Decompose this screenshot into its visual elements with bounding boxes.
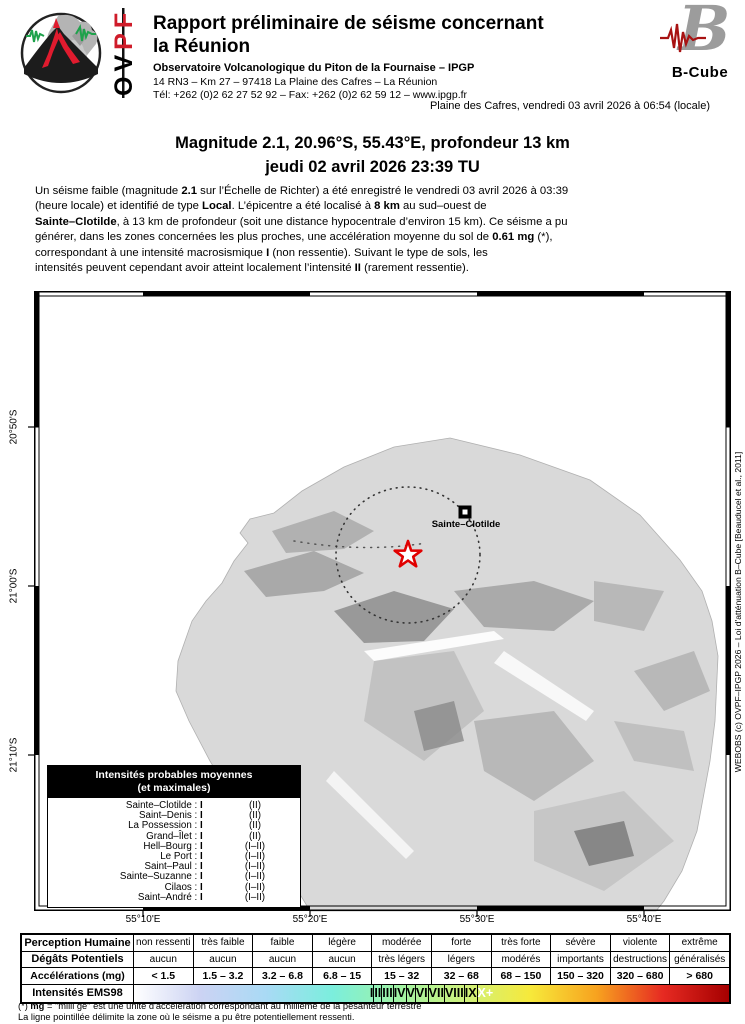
- description-line: intensités peuvent cependant avoir atteint localement l’intensité II (rarement ressentie).: [35, 262, 469, 275]
- table-row-intensity: [22, 984, 729, 1002]
- map-attribution: WEBOBS (c) OVPF–IPGP 2026 – Loi d'atténuation B–Cube [Beauducel et al., 2011]: [733, 451, 743, 773]
- footnotes: [18, 1001, 718, 1022]
- city-marker-label: Sainte–Clotilde: [431, 519, 501, 530]
- ems98-scale-table: [20, 933, 731, 1004]
- intensity-color-scale: I II III IV V VI VII VIII IX X+: [133, 985, 729, 1002]
- lat-tick-label: 20°50'S: [8, 409, 20, 445]
- observatory-name: Observatoire Volcanologique du Piton de la Fournaise – IPGP: [153, 62, 475, 74]
- report-title-line2: la Réunion: [153, 36, 251, 57]
- event-title: [0, 131, 745, 179]
- row-header: Accélérations (mg): [22, 967, 133, 984]
- legend-row: Sainte–Clotilde : I (II): [125, 800, 261, 811]
- lon-tick-label: 55°20'E: [292, 914, 328, 925]
- description-line: Un séisme faible (magnitude 2.1 sur l’Échelle de Richter) a été enregistré le vendredi 03 avril 2026 à 03:39: [35, 185, 569, 197]
- intensity-legend: [47, 765, 301, 908]
- report-title: [153, 12, 633, 58]
- table-row-perception: Perception Humaine non ressenti très faible faible légère modérée forte très forte sévère violente extrême: [22, 935, 729, 951]
- legend-row: Saint–Denis : I (II): [139, 810, 261, 822]
- row-header: Intensités EMS98: [32, 987, 123, 999]
- legend-row: La Possession : I (II): [128, 820, 261, 832]
- table-row-damage: Dégâts Potentiels aucun aucun aucun aucun très légers légers modérés importants destructions généralisés: [22, 951, 729, 968]
- legend-row: Grand–Îlet : I (II): [146, 830, 261, 842]
- lat-tick-label: 21°10'S: [8, 737, 20, 773]
- footnote-mg: (*) mg = "milli gé" est une unité d'accélération correspondant au millième de la pesanteur terrestre: [18, 1001, 422, 1011]
- lat-tick-label: 21°00'S: [8, 568, 20, 604]
- ovpf-letter-f: F: [110, 7, 138, 29]
- description-line: Sainte–Clotilde, à 13 km de profondeur (soit une distance hypocentrale d’environ 15 km). Ce séisme a pu: [35, 215, 568, 228]
- lon-tick-label: 55°30'E: [459, 914, 495, 925]
- table-row-acceleration: Accélérations (mg) < 1.5 1.5 – 3.2 3.2 – 6.8 6.8 – 15 15 – 32 32 – 68 68 – 150 150 – 320 320 – 680 > 680: [22, 967, 729, 984]
- bcube-logo: [660, 0, 740, 88]
- report-dateline: Plaine des Cafres, vendredi 03 avril 2026 à 06:54 (locale): [429, 100, 710, 112]
- ovpf-letter-v: V: [110, 49, 138, 72]
- row-header: Dégâts Potentiels: [22, 951, 133, 968]
- legend-row: Hell–Bourg : I (I–II): [143, 840, 266, 852]
- observatory-address: 14 RN3 – Km 27 – 97418 La Plaine des Cafres – La Réunion: [153, 76, 438, 88]
- legend-row: Saint–André : I (I–II): [137, 891, 266, 903]
- intensity-legend-title: Intensités probables moyennes (et maximales): [48, 766, 300, 798]
- lon-tick-label: 55°10'E: [125, 914, 161, 925]
- ovpf-letter-o: O: [110, 71, 138, 96]
- description-line: générer, dans les zones concernées les plus proches, une accélération moyenne du sol de 0.61 mg (*),: [35, 231, 553, 244]
- ovpf-letter-p: P: [110, 28, 138, 50]
- bcube-b-glyph: B: [678, 0, 731, 65]
- legend-row: Sainte–Suzanne : I (I–II): [119, 871, 266, 883]
- intensity-legend-rows: [48, 798, 300, 907]
- description-line: correspondant à une intensité macrosismique I (non ressentie). Suivant le type de sols, les: [35, 246, 488, 259]
- legend-row: Saint–Paul : I (I–II): [144, 861, 266, 873]
- description-line: (heure locale) et identifié de type Local. L’épicentre a été localisé à 8 km au sud–ouest de: [35, 200, 487, 213]
- legend-row: Le Port : I (I–II): [160, 851, 266, 863]
- lon-tick-label: 55°40'E: [626, 914, 662, 925]
- event-title-line1: Magnitude 2.1, 20.96°S, 55.43°E, profondeur 13 km: [175, 134, 570, 152]
- city-marker-sainte-clotilde: [459, 506, 472, 519]
- legend-row: Cilaos : I (I–II): [164, 881, 266, 893]
- event-title-line2: jeudi 02 avril 2026 23:39 TU: [265, 158, 480, 176]
- intensity-map: [34, 291, 731, 911]
- report-title-line1: Rapport préliminaire de séisme concernant: [153, 13, 544, 34]
- event-description: [35, 184, 725, 276]
- bcube-label: B-Cube: [671, 64, 729, 81]
- observatory-contact: Tél: +262 (0)2 62 27 52 92 – Fax: +262 (0)2 62 59 12 – www.ipgp.fr: [153, 89, 468, 101]
- footnote-dotted-line: La ligne pointillée délimite la zone où le séisme a pu être potentiellement ressenti.: [18, 1011, 355, 1022]
- bcube-seismogram-icon: [660, 18, 716, 58]
- ovpf-logo-letters: [110, 4, 138, 96]
- row-header: Perception Humaine: [24, 936, 131, 949]
